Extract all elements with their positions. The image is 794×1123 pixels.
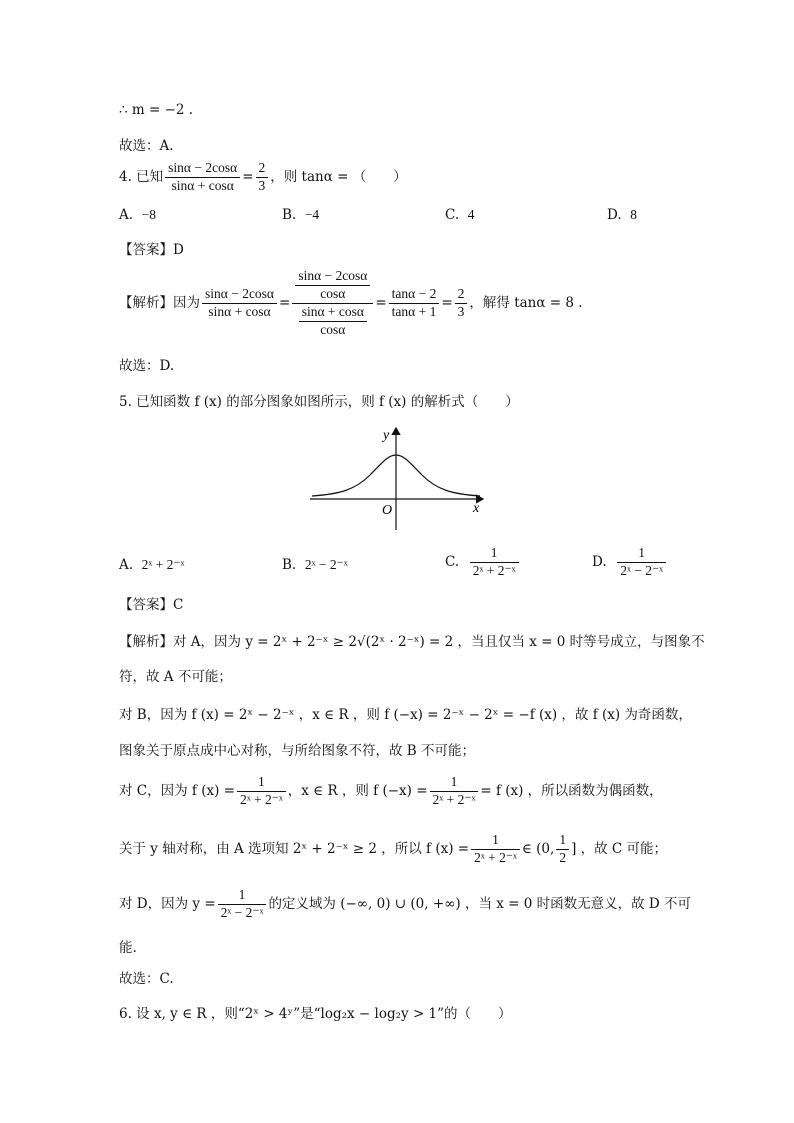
solution-line-m: ∴ m = −2 . bbox=[119, 102, 194, 118]
q4-answer: 【答案】D bbox=[119, 242, 184, 258]
q4-option-d: D. 8 bbox=[607, 207, 637, 223]
q5-function-graph bbox=[300, 420, 500, 535]
q4-ratio: $\frac{2}{3}$ bbox=[256, 160, 269, 195]
q5-analysis-c1: 对 C，因为 f (x) = $\frac{1}{\text{2ˣ + 2⁻ˣ}}$ ，x ∈ R ，则 f (−x) = $\frac{1}{\text{2ˣ + 2⁻ˣ}}$ = f (x) ，所以函数为偶函数， bbox=[119, 774, 663, 807]
question-4-stem: 4. 已知 $\frac{\sin\alpha - 2\cos\alpha}{\sin\alpha + \cos\alpha}$ = $\frac{2}{3}$ ，则 tanα = （ ） bbox=[119, 160, 407, 193]
q5-option-b: B. 2ˣ − 2⁻ˣ bbox=[282, 557, 348, 573]
q4-compound-fraction: $\frac{\frac{\sin\alpha - 2\cos\alpha}{\cos\alpha}}{\frac{\sin\alpha + \cos\alpha}{\cos\alpha}}$ bbox=[292, 268, 373, 339]
q5-analysis-d1: 对 D，因为 y = $\frac{1}{\text{2ˣ − 2⁻ˣ}}$ 的定义域为 (−∞, 0) ∪ (0, +∞) ，当 x = 0 时函数无意义，故 D 不可 bbox=[119, 887, 692, 920]
q4-analysis: 【解析】因为 $\frac{\sin\alpha - 2\cos\alpha}{\sin\alpha + \cos\alpha}$ = $\frac{\frac{\sin\alpha - 2\cos\alpha}{\cos\alpha}}{\frac{\sin\alpha + \cos\alpha}{\cos\alpha}}$ = $\frac{\tan\alpha - 2}{\tan\alpha + 1}$ = $\frac{2}{3}$ ，解得 tanα = 8 . bbox=[119, 268, 583, 337]
q5-analysis-a2: 符，故 A 不可能； bbox=[119, 669, 232, 685]
q4-option-b: B. −4 bbox=[282, 207, 320, 223]
question-6-stem: 6. 设 x, y ∈ R ，则“2ˣ > 4ʸ”是“log₂x − log₂y > 1”的（ ） bbox=[119, 1006, 512, 1022]
q5-analysis-b2: 图象关于原点成中心对称，与所给图象不符，故 B 不可能； bbox=[119, 743, 476, 759]
q5-answer: 【答案】C bbox=[119, 597, 184, 613]
x-axis-label: x bbox=[473, 501, 480, 516]
q5-option-c: C. $\frac{1}{\text{2ˣ + 2⁻ˣ}}$ bbox=[445, 545, 521, 580]
q5-analysis-a1: 【解析】对 A，因为 y = 2ˣ + 2⁻ˣ ≥ 2√(2ˣ · 2⁻ˣ) = 2 ，当且仅当 x = 0 时等号成立，与图象不 bbox=[119, 634, 705, 650]
q5-option-d: D. $\frac{1}{\text{2ˣ − 2⁻ˣ}}$ bbox=[592, 545, 668, 580]
answer-select-a: 故选：A. bbox=[119, 138, 174, 154]
y-axis-label: y bbox=[383, 428, 390, 443]
q4-suffix: ，则 tanα = （ ） bbox=[270, 168, 407, 185]
q4-option-c: C. 4 bbox=[445, 207, 475, 223]
q5-option-a: A. 2ˣ + 2⁻ˣ bbox=[119, 557, 185, 573]
q5-analysis-c2: 关于 y 轴对称，由 A 选项知 2ˣ + 2⁻ˣ ≥ 2 ，所以 f (x) = $\frac{1}{\text{2ˣ + 2⁻ˣ}}$ ∈ (0, $\frac{1}{2}$ ] ，故 C 可能； bbox=[119, 832, 668, 865]
q4-select: 故选：D. bbox=[119, 358, 175, 374]
q4-prefix: 4. 已知 bbox=[119, 168, 164, 185]
q5-analysis-d2: 能. bbox=[119, 940, 137, 956]
q5-select: 故选：C. bbox=[119, 971, 174, 987]
q4-fraction: $\frac{\sin\alpha - 2\cos\alpha}{\sin\alpha + \cos\alpha}$ bbox=[165, 160, 240, 195]
origin-label: O bbox=[382, 503, 393, 518]
q5-analysis-b1: 对 B，因为 f (x) = 2ˣ − 2⁻ˣ ，x ∈ R ，则 f (−x) = 2⁻ˣ − 2ˣ = −f (x) ，故 f (x) 为奇函数， bbox=[119, 707, 692, 723]
question-5-stem: 5. 已知函数 f (x) 的部分图象如图所示，则 f (x) 的解析式（ ） bbox=[119, 394, 519, 410]
q4-option-a: A. −8 bbox=[119, 207, 157, 223]
